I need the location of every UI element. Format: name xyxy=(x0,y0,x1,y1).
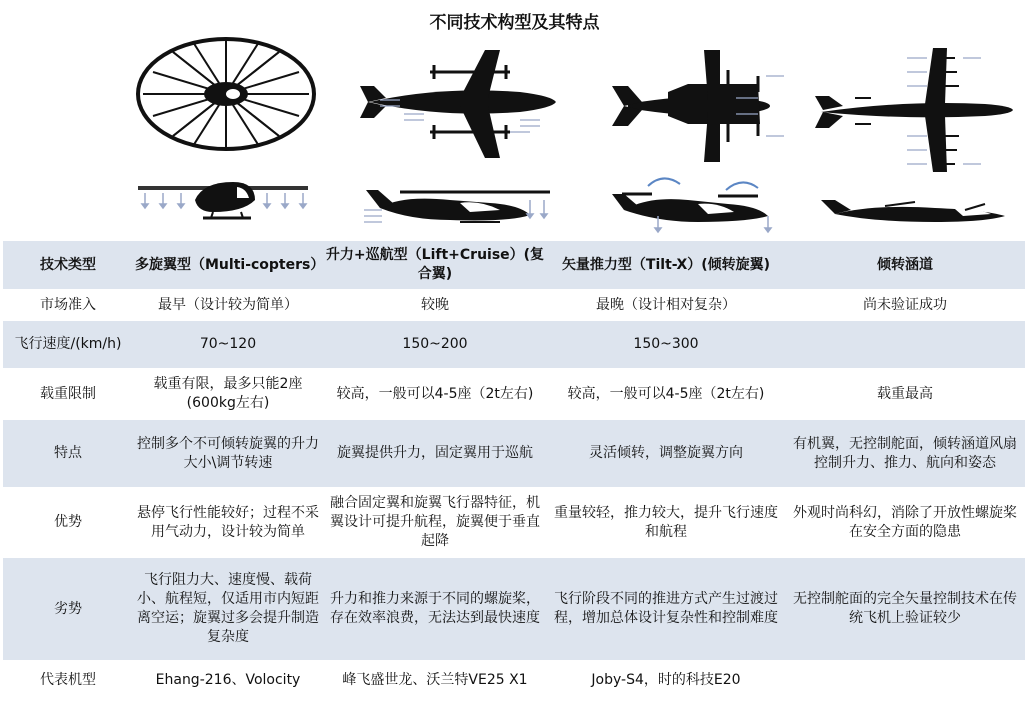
row-label: 市场准入 xyxy=(3,290,133,320)
page-title: 不同技术构型及其特点 xyxy=(429,13,600,33)
table-cell: 最晚（设计相对复杂） xyxy=(547,290,785,320)
multicopter-diagram-icon xyxy=(133,32,318,237)
table-row xyxy=(3,320,1025,369)
table-row xyxy=(3,557,1025,661)
row-label: 载重限制 xyxy=(3,369,133,419)
table-cell: 融合固定翼和旋翼飞行器特征，机翼设计可提升航程，旋翼便于垂直起降 xyxy=(323,488,547,557)
header-cell: 升力+巡航型（Lift+Cruise）(复合翼) xyxy=(323,240,547,290)
table-cell: 70~120 xyxy=(133,320,323,369)
table-cell: 峰飞盛世龙、沃兰特VE25 X1 xyxy=(323,661,547,699)
header-cell: 倾转涵道 xyxy=(785,240,1025,290)
table-cell: 控制多个不可倾转旋翼的升力大小\调节转速 xyxy=(133,419,323,488)
table-cell: 载重最高 xyxy=(785,369,1025,419)
table-cell: 悬停飞行性能较好；过程不采用气动力，设计较为简单 xyxy=(133,488,323,557)
table-cell: 150~200 xyxy=(323,320,547,369)
header-cell: 多旋翼型（Multi-copters） xyxy=(133,240,323,290)
table-row xyxy=(3,369,1025,419)
table-header-row xyxy=(3,240,1025,290)
table-cell: 旋翼提供升力，固定翼用于巡航 xyxy=(323,419,547,488)
table-cell: 飞行阻力大、速度慢、载荷小、航程短，仅适用市内短距离空运；旋翼过多会提升制造复杂度 xyxy=(133,557,323,661)
header-cell: 技术类型 xyxy=(3,240,133,290)
table-cell: 150~300 xyxy=(547,320,785,369)
table-cell: Ehang-216、Volocity xyxy=(133,661,323,699)
table-cell: 有机翼，无控制舵面，倾转涵道风扇控制升力、推力、航向和姿态 xyxy=(785,419,1025,488)
table-cell: 尚未验证成功 xyxy=(785,290,1025,320)
row-label: 代表机型 xyxy=(3,661,133,699)
table-cell: 较高，一般可以4-5座（2t左右) xyxy=(547,369,785,419)
table-cell: 较晚 xyxy=(323,290,547,320)
table-row xyxy=(3,488,1025,557)
row-label: 特点 xyxy=(3,419,133,488)
table-cell: 升力和推力来源于不同的螺旋桨，存在效率浪费，无法达到最快速度 xyxy=(323,557,547,661)
lift-cruise-diagram-icon xyxy=(360,40,560,237)
row-label: 飞行速度/(km/h) xyxy=(3,320,133,369)
tilt-duct-diagram-icon xyxy=(815,44,1015,237)
table-row xyxy=(3,419,1025,488)
table-row xyxy=(3,661,1025,699)
table-cell: 最早（设计较为简单） xyxy=(133,290,323,320)
table-cell xyxy=(785,320,1025,369)
table-row xyxy=(3,290,1025,320)
table-cell: 重量较轻，推力较大，提升飞行速度和航程 xyxy=(547,488,785,557)
table-cell: Joby-S4，时的科技E20 xyxy=(547,661,785,699)
table-cell: 无控制舵面的完全矢量控制技术在传统飞机上验证较少 xyxy=(785,557,1025,661)
table-cell: 外观时尚科幻，消除了开放性螺旋桨在安全方面的隐患 xyxy=(785,488,1025,557)
comparison-table xyxy=(3,239,1025,700)
row-label: 优势 xyxy=(3,488,133,557)
table-cell: 灵活倾转，调整旋翼方向 xyxy=(547,419,785,488)
table-cell: 较高，一般可以4-5座（2t左右) xyxy=(323,369,547,419)
header-cell: 矢量推力型（Tilt-X）(倾转旋翼) xyxy=(547,240,785,290)
row-label: 劣势 xyxy=(3,557,133,661)
table-cell xyxy=(785,661,1025,699)
table-cell: 飞行阶段不同的推进方式产生过渡过程，增加总体设计复杂性和控制难度 xyxy=(547,557,785,661)
tilt-x-diagram-icon xyxy=(608,44,788,237)
table-cell: 载重有限，最多只能2座(600kg左右) xyxy=(133,369,323,419)
